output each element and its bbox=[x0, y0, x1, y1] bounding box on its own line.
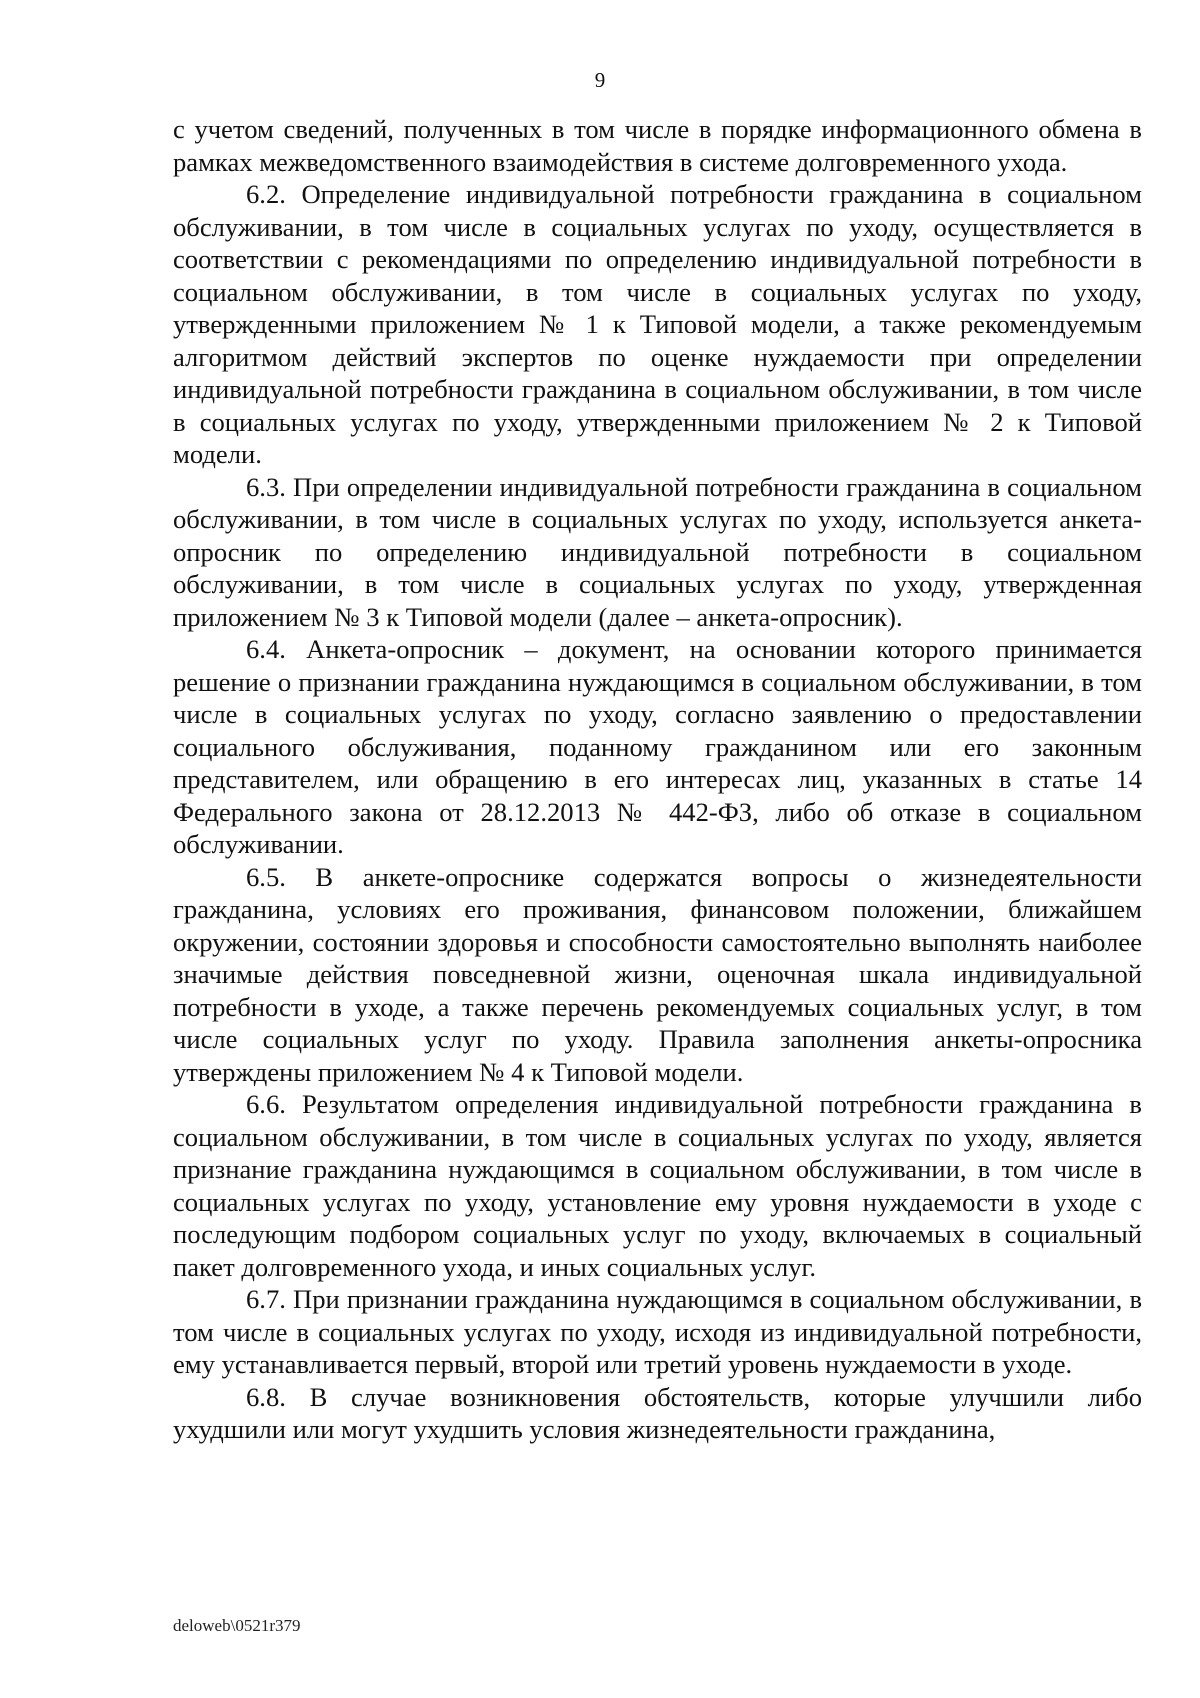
paragraph-6-5: 6.5. В анкете-опроснике содержатся вопросы о жизнедеятельности гражданина, условиях его проживания, финансовом положении, ближайшем окружении, состоянии здоровья и способности самостоятельно выполнять наиболее значимые действия повседневной жизни, оценочная шкала индивидуальной потребности в уходе, а также перечень рекомендуемых социальных услуг, в том числе социальных услуг по уходу. Правила заполнения анкеты-опросника утверждены приложением № 4 к Типовой модели. bbox=[173, 861, 1142, 1087]
document-footer-code: deloweb\0521r379 bbox=[173, 1616, 301, 1635]
paragraph-6-6: 6.6. Результатом определения индивидуальной потребности гражданина в социальном обслуживании, в том числе в социальных услугах по уходу, является признание гражданина нуждающимся в социальном обслуживании, в том числе в социальных услугах по уходу, установление ему уровня нуждаемости в уходе с последующим подбором социальных услуг по уходу, включаемых в социальный пакет долговременного ухода, и иных социальных услуг. bbox=[173, 1089, 1142, 1282]
paragraph-6-4: 6.4. Анкета-опросник – документ, на основании которого принимается решение о признании гражданина нуждающимся в социальном обслуживании, в том числе в социальных услугах по уходу, согласно заявлению о предоставлении социального обслуживания, поданному гражданином или его законным представителем, или обращению в его интересах лиц, указанных в статье 14 Федерального закона от 28.12.2013 № 442-ФЗ, либо об отказе в социальном обслуживании. bbox=[173, 634, 1142, 859]
paragraph-6-2: 6.2. Определение индивидуальной потребности гражданина в социальном обслуживании, в том числе в социальных услугах по уходу, осуществляется в соответствии с рекомендациями по определению индивидуальной потребности в социальном обслуживании, в том числе в социальных услугах по уходу, утвержденными приложением № 1 к Типовой модели, а также рекомендуемым алгоритмом действий экспертов по оценке нуждаемости при определении индивидуальной потребности гражданина в социальном обслуживании, в том числе в социальных услугах по уходу, утвержденными приложением № 2 к Типовой модели. bbox=[173, 179, 1142, 469]
paragraph-6-8: 6.8. В случае возникновения обстоятельств, которые улучшили либо ухудшили или могут ухудшить условия жизнедеятельности гражданина, bbox=[173, 1381, 1142, 1444]
paragraph-continuation: с учетом сведений, полученных в том числе в порядке информационного обмена в рамках межведомственного взаимодействия в системе долговременного ухода. bbox=[173, 114, 1142, 177]
paragraph-6-7: 6.7. При признании гражданина нуждающимся в социальном обслуживании, в том числе в социальных услугах по уходу, исходя из индивидуальной потребности, ему устанавливается первый, второй или третий уровень нуждаемости в уходе. bbox=[173, 1284, 1142, 1379]
page-number: 9 bbox=[594, 68, 606, 92]
document-body bbox=[173, 113, 1142, 1446]
paragraph-6-3: 6.3. При определении индивидуальной потребности гражданина в социальном обслуживании, в том числе в социальных услугах по уходу, используется анкета-опросник по определению индивидуальной потребности в социальном обслуживании, в том числе в социальных услугах по уходу, утвержденная приложением № 3 к Типовой модели (далее – анкета-опросник). bbox=[173, 471, 1142, 632]
